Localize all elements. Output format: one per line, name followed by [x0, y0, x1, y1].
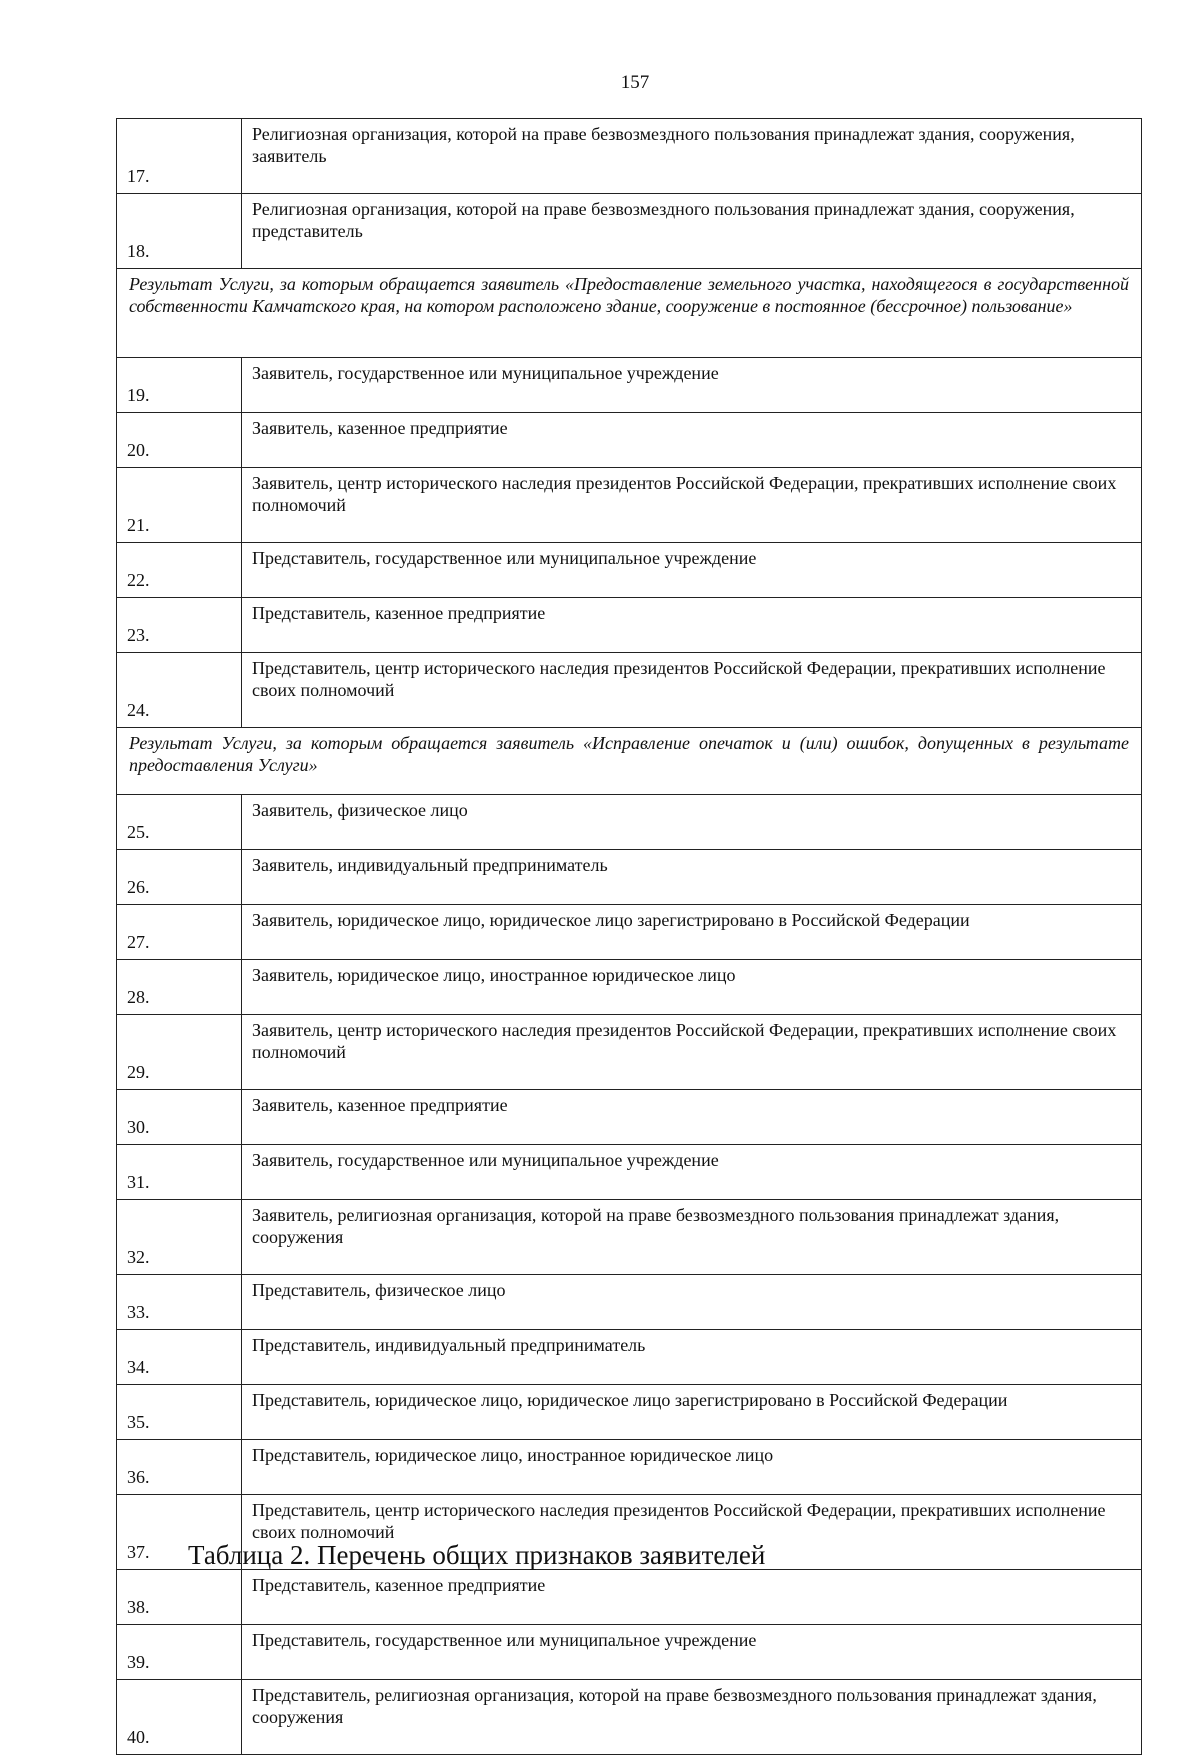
row-text: Представитель, религиозная организация, которой на праве безвозмездного пользования принадлежат здания, сооружения — [242, 1680, 1142, 1755]
row-text: Заявитель, индивидуальный предприниматель — [242, 850, 1142, 905]
section-header: Результат Услуги, за которым обращается заявитель «Предоставление земельного участка, находящегося в государственной собственности Камчатского края, на котором расположено здание, сооружение в постоянное (бессрочное) пользование» — [117, 269, 1142, 358]
row-number: 20. — [117, 413, 242, 468]
row-number: 35. — [117, 1385, 242, 1440]
table-row — [117, 598, 1142, 653]
table-row — [117, 1330, 1142, 1385]
row-text: Религиозная организация, которой на праве безвозмездного пользования принадлежат здания, сооружения, заявитель — [242, 119, 1142, 194]
table-row — [117, 194, 1142, 269]
row-text: Заявитель, религиозная организация, которой на праве безвозмездного пользования принадлежат здания, сооружения — [242, 1200, 1142, 1275]
row-number: 33. — [117, 1275, 242, 1330]
table-row — [117, 358, 1142, 413]
row-number: 32. — [117, 1200, 242, 1275]
table-row — [117, 468, 1142, 543]
row-number: 31. — [117, 1145, 242, 1200]
row-text: Представитель, центр исторического наследия президентов Российской Федерации, прекративших исполнение своих полномочий — [242, 653, 1142, 728]
table-row — [117, 905, 1142, 960]
row-number: 23. — [117, 598, 242, 653]
row-text: Заявитель, казенное предприятие — [242, 1090, 1142, 1145]
applicants-table — [116, 118, 1142, 1755]
table-row — [117, 1570, 1142, 1625]
table-row — [117, 413, 1142, 468]
row-text: Представитель, государственное или муниципальное учреждение — [242, 1625, 1142, 1680]
row-number: 27. — [117, 905, 242, 960]
table-row — [117, 1385, 1142, 1440]
page-number: 157 — [620, 72, 650, 93]
section-header-row — [117, 728, 1142, 795]
row-text: Представитель, центр исторического наследия президентов Российской Федерации, прекративших исполнение своих полномочий — [242, 1495, 1142, 1570]
row-text: Представитель, казенное предприятие — [242, 598, 1142, 653]
row-number: 22. — [117, 543, 242, 598]
row-text: Представитель, индивидуальный предприниматель — [242, 1330, 1142, 1385]
table-row — [117, 1145, 1142, 1200]
row-text: Религиозная организация, которой на праве безвозмездного пользования принадлежат здания, сооружения, представитель — [242, 194, 1142, 269]
row-text: Представитель, казенное предприятие — [242, 1570, 1142, 1625]
table-row — [117, 960, 1142, 1015]
row-number: 18. — [117, 194, 242, 269]
row-text: Представитель, юридическое лицо, юридическое лицо зарегистрировано в Российской Федерации — [242, 1385, 1142, 1440]
table-row — [117, 795, 1142, 850]
table-row — [117, 850, 1142, 905]
row-text: Заявитель, юридическое лицо, юридическое лицо зарегистрировано в Российской Федерации — [242, 905, 1142, 960]
row-number: 37. — [117, 1495, 242, 1570]
row-number: 36. — [117, 1440, 242, 1495]
table-row — [117, 1200, 1142, 1275]
table-row — [117, 1625, 1142, 1680]
row-text: Представитель, государственное или муниципальное учреждение — [242, 543, 1142, 598]
row-number: 21. — [117, 468, 242, 543]
row-number: 19. — [117, 358, 242, 413]
table-row — [117, 1090, 1142, 1145]
row-text: Заявитель, центр исторического наследия президентов Российской Федерации, прекративших исполнение своих полномочий — [242, 468, 1142, 543]
row-number: 24. — [117, 653, 242, 728]
row-number: 25. — [117, 795, 242, 850]
row-number: 29. — [117, 1015, 242, 1090]
row-text: Заявитель, центр исторического наследия президентов Российской Федерации, прекративших исполнение своих полномочий — [242, 1015, 1142, 1090]
table-caption: Таблица 2. Перечень общих признаков заявителей — [188, 1540, 766, 1570]
row-text: Представитель, юридическое лицо, иностранное юридическое лицо — [242, 1440, 1142, 1495]
row-text: Заявитель, государственное или муниципальное учреждение — [242, 358, 1142, 413]
table-row — [117, 1275, 1142, 1330]
row-number: 30. — [117, 1090, 242, 1145]
table-row — [117, 119, 1142, 194]
table-row — [117, 653, 1142, 728]
row-number: 28. — [117, 960, 242, 1015]
row-text: Заявитель, казенное предприятие — [242, 413, 1142, 468]
row-text: Заявитель, государственное или муниципальное учреждение — [242, 1145, 1142, 1200]
row-number: 34. — [117, 1330, 242, 1385]
table-row — [117, 543, 1142, 598]
section-header-row — [117, 269, 1142, 358]
row-text: Заявитель, физическое лицо — [242, 795, 1142, 850]
table-row — [117, 1015, 1142, 1090]
table-row — [117, 1680, 1142, 1755]
row-text: Заявитель, юридическое лицо, иностранное юридическое лицо — [242, 960, 1142, 1015]
row-number: 17. — [117, 119, 242, 194]
section-header: Результат Услуги, за которым обращается заявитель «Исправление опечаток и (или) ошибок, допущенных в результате предоставления Услуги» — [117, 728, 1142, 795]
row-text: Представитель, физическое лицо — [242, 1275, 1142, 1330]
table-row — [117, 1440, 1142, 1495]
row-number: 26. — [117, 850, 242, 905]
row-number: 38. — [117, 1570, 242, 1625]
row-number: 39. — [117, 1625, 242, 1680]
row-number: 40. — [117, 1680, 242, 1755]
